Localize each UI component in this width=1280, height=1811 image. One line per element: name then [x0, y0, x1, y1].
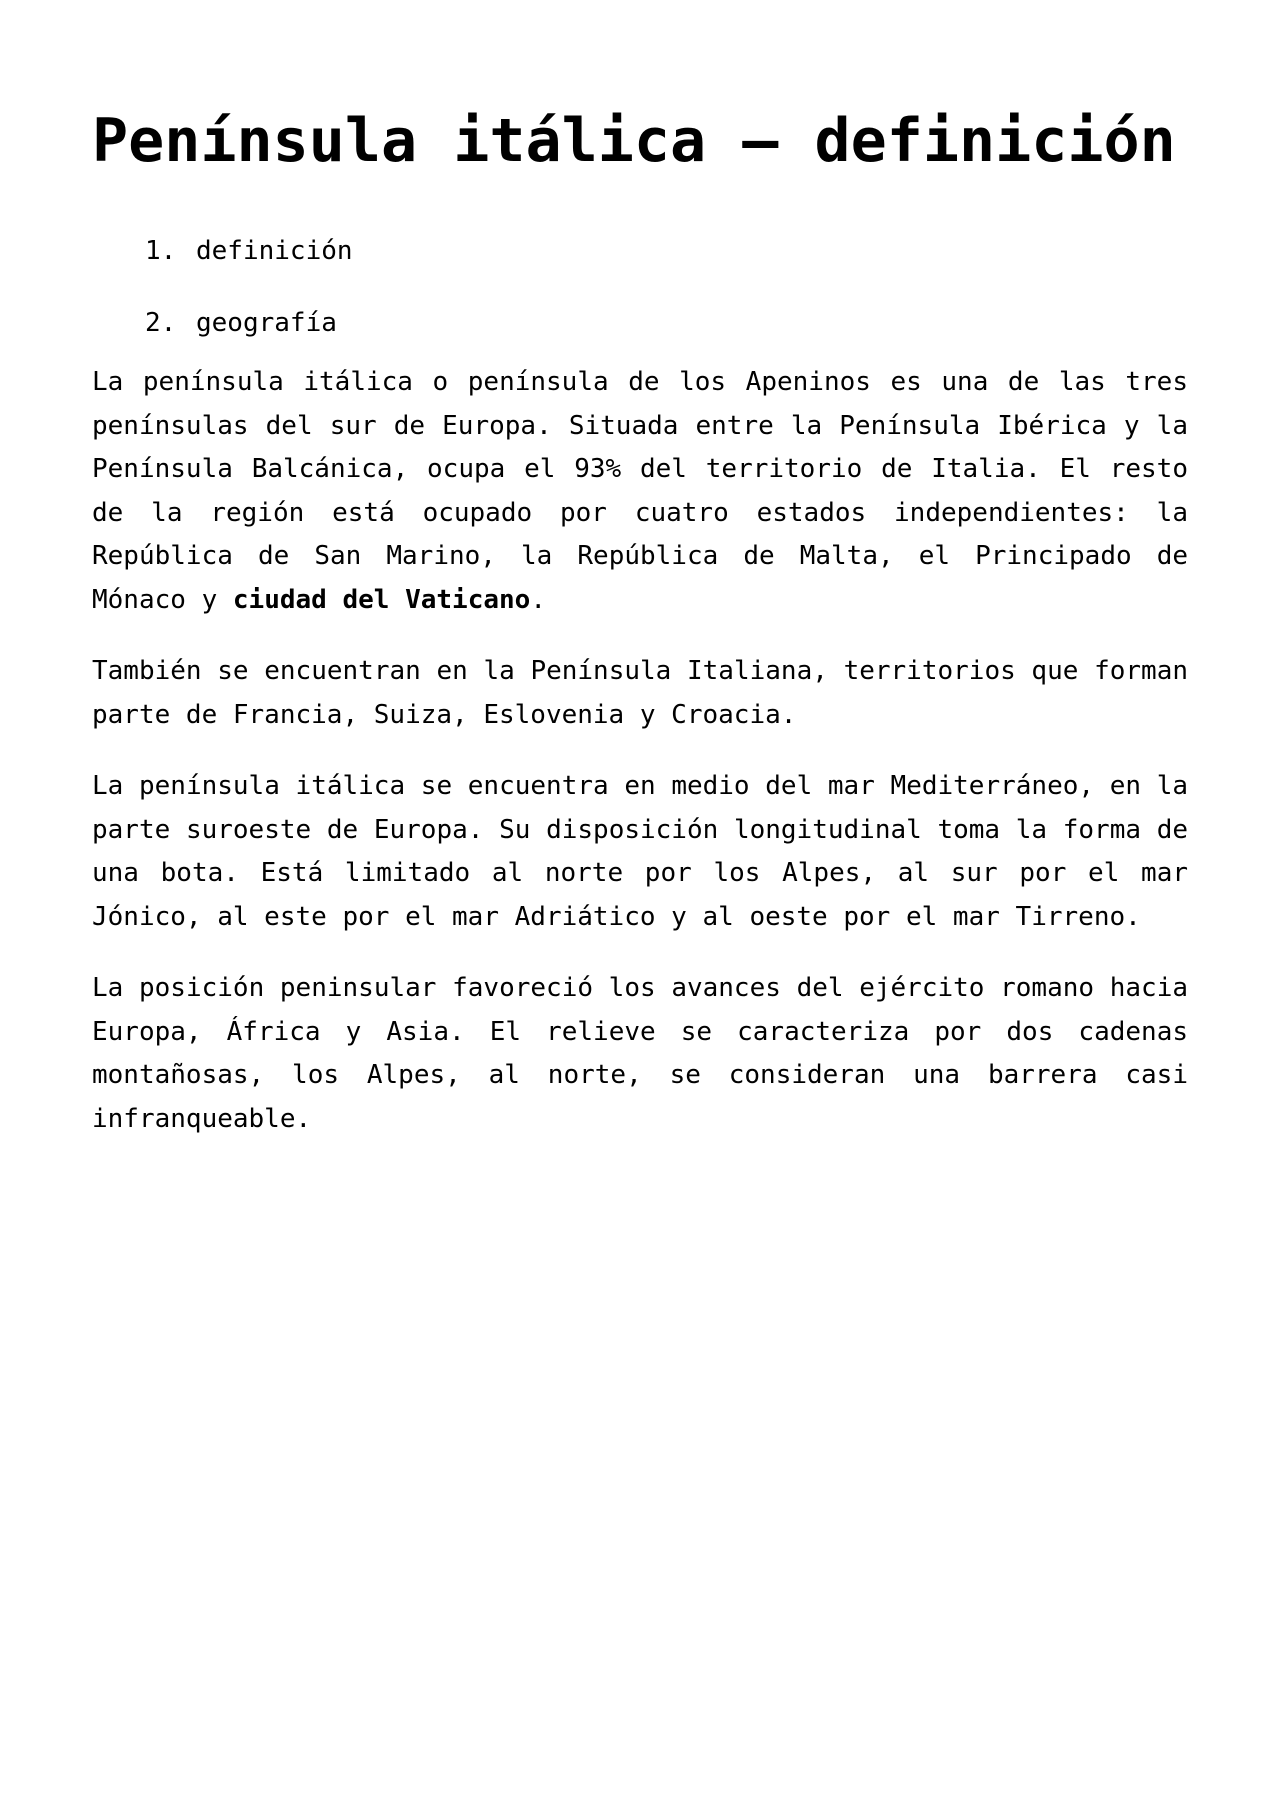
toc-item-geografia: 2. geografía	[192, 305, 1188, 341]
toc-item-definicion: 1. definición	[192, 233, 1188, 269]
paragraph-relief: La posición peninsular favoreció los avances del ejército romano hacia Europa, África y Asia. El relieve se caracteriza por dos cadenas montañosas, los Alpes, al norte, se consideran una barrera casi infranqueable.	[92, 973, 1188, 1134]
paragraph-location: La península itálica se encuentra en medio del mar Mediterráneo, en la parte suroeste de Europa. Su disposición longitudinal toma la forma de una bota. Está limitado al norte por los Alpes, al sur por el mar Jónico, al este por el mar Adriático y al oeste por el mar Tirreno.	[92, 771, 1188, 932]
paragraph-intro-tail: .	[530, 584, 546, 615]
paragraph-territories: También se encuentran en la Península Italiana, territorios que forman parte de Francia, Suiza, Eslovenia y Croacia.	[92, 656, 1188, 730]
paragraph-intro	[92, 361, 1188, 622]
table-of-contents	[92, 233, 1188, 341]
page-title: Península itálica – definición	[92, 106, 1176, 176]
paragraph-intro-text: La península itálica o península de los Apeninos es una de las tres penínsulas del sur de Europa. Situada entre la Península Ibérica y la Península Balcánica, ocupa el 93% del territorio de Italia. El resto de la región está ocupado por cuatro estados independientes: la República de San Marino, la República de Malta, el Principado de Mónaco y	[92, 367, 1188, 615]
vaticano-bold-text: ciudad del Vaticano	[232, 584, 531, 615]
